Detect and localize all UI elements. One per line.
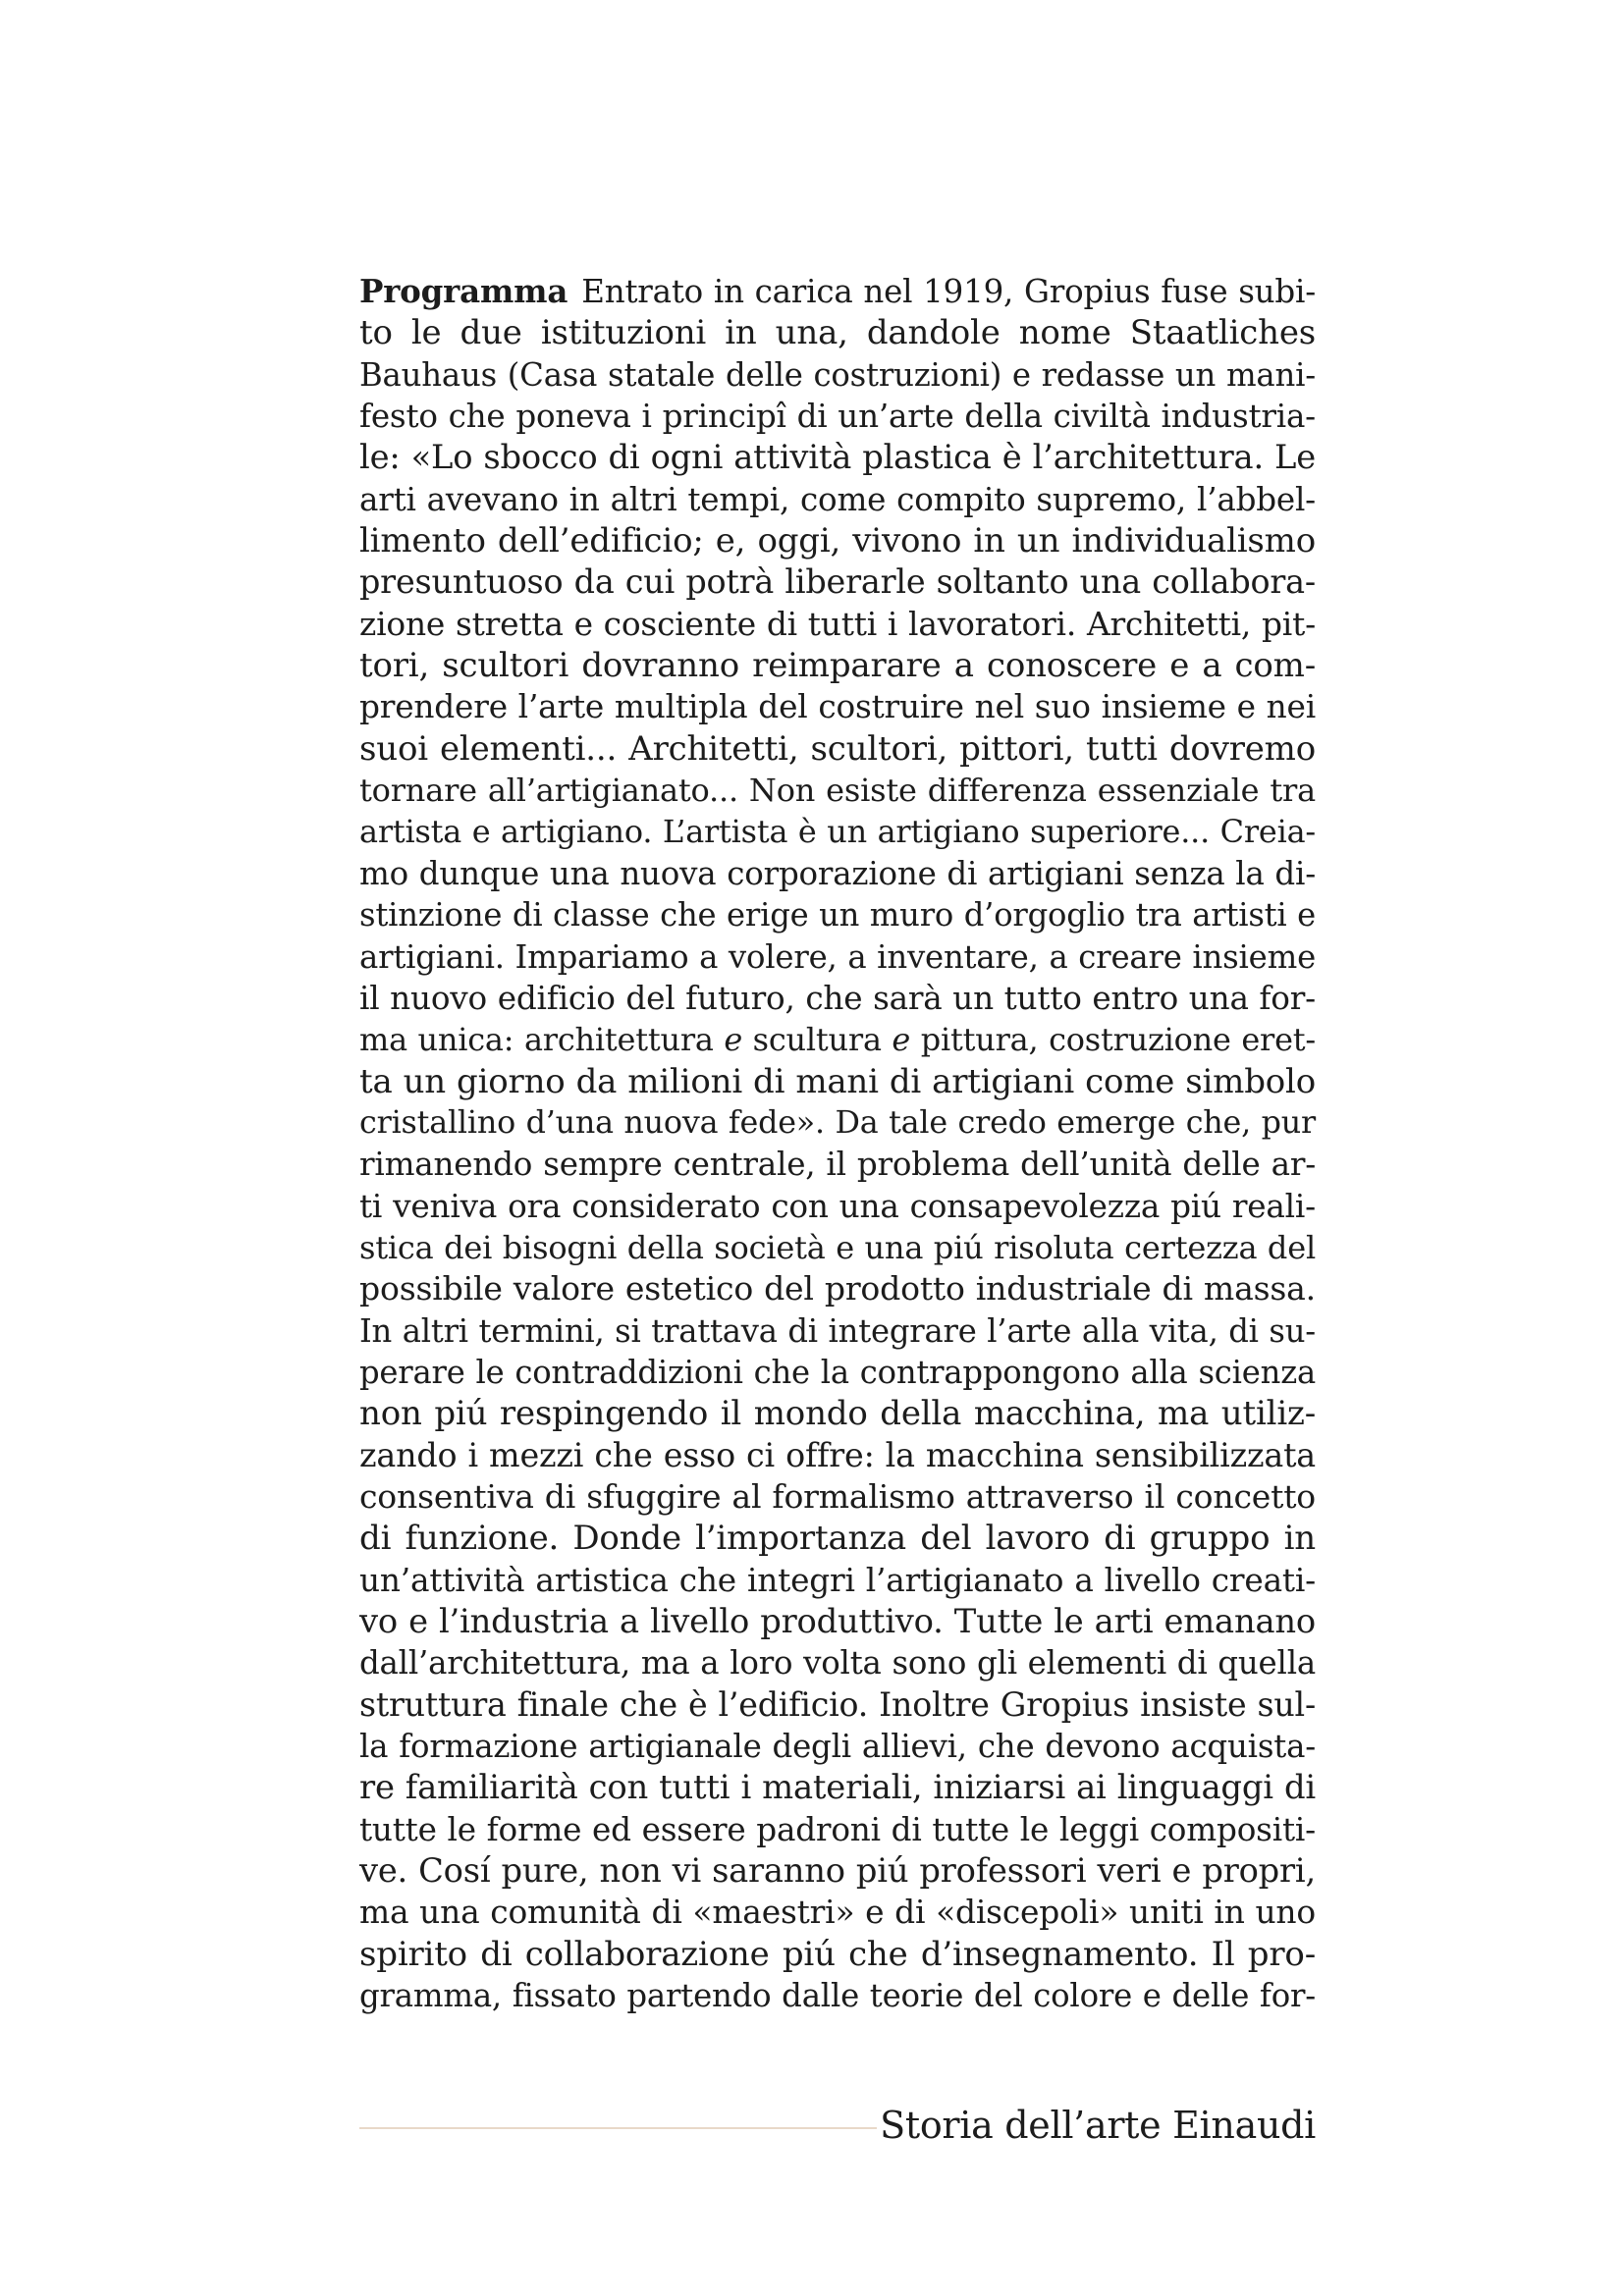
text-line: ma una comunità di «maestri» e di «discepoli» uniti in uno [359,1893,1316,1932]
text-line: festo che poneva i principî di un’arte della civiltà industria- [359,398,1316,436]
text-line: limento dell’edificio; e, oggi, vivono in un individualismo [359,521,1316,561]
text-line: dall’architettura, ma a loro volta sono gli elementi di quella [359,1644,1316,1682]
text-line: In altri termini, si trattava di integrare l’arte alla vita, di su- [359,1311,1316,1350]
text-line: gramma, fissato partendo dalle teorie del colore e delle for- [359,1977,1316,2015]
text-line: stica dei bisogni della società e una piú risoluta certezza del [359,1228,1316,1266]
text-line: un’attività artistica che integri l’artigianato a livello creati- [359,1561,1316,1599]
section-heading: Programma [359,272,568,310]
text-line: perare le contraddizioni che la contrappongono alla scienza [359,1353,1316,1391]
text-line: prendere l’arte multipla del costruire nel suo insieme e nei [359,688,1316,726]
text-line: tutte le forme ed essere padroni di tutte le leggi compositi- [359,1810,1316,1848]
body-text [359,271,1316,2016]
text-line: artista e artigiano. L’artista è un artigiano superiore... Creia- [359,813,1316,851]
text-line [359,271,1316,312]
text-line: vo e l’industria a livello produttivo. Tutte le arti emanano [359,1602,1316,1640]
text-line: to le due istituzioni in una, dandole nome Staatliches [359,313,1316,353]
text-line: rimanendo sempre centrale, il problema dell’unità delle ar- [359,1146,1316,1184]
text-line: la formazione artigianale degli allievi, che devono acquista- [359,1728,1316,1766]
text-line: suoi elementi... Architetti, scultori, pittori, tutti dovremo [359,728,1316,769]
text-line: di funzione. Donde l’importanza del lavoro di gruppo in [359,1519,1316,1559]
paragraph-lines [359,312,1316,2016]
text-line: ta un giorno da milioni di mani di artigiani come simbolo [359,1061,1316,1101]
text-line: spirito di collaborazione piú che d’insegnamento. Il pro- [359,1934,1316,1974]
text-line: cristallino d’una nuova fede». Da tale credo emerge che, pur [359,1104,1316,1141]
text-line: consentiva di sfuggire al formalismo attraverso il concetto [359,1476,1316,1516]
text-line: ve. Cosí pure, non vi saranno piú professori veri e propri, [359,1851,1316,1891]
text-line: Bauhaus (Casa statale delle costruzioni) e redasse un mani- [359,355,1316,394]
text-line: presuntuoso da cui potrà liberarle soltanto una collabora- [359,562,1316,602]
footer-rule [359,2127,877,2129]
text-line: non piú respingendo il mondo della macchina, ma utiliz- [359,1394,1316,1434]
text-line: stinzione di classe che erige un muro d’orgoglio tra artisti e [359,896,1316,934]
text-line: tornare all’artigianato... Non esiste differenza essenziale tra [359,772,1316,810]
text-line: mo dunque una nuova corporazione di artigiani senza la di- [359,854,1316,892]
text-line: ti veniva ora considerato con una consapevolezza piú reali- [359,1187,1316,1225]
text-line: le: «Lo sbocco di ogni attività plastica è l’architettura. Le [359,438,1316,477]
text-line: artigiani. Impariamo a volere, a inventare, a creare insieme [359,937,1316,976]
text-line-content: Entrato in carica nel 1919, Gropius fuse subi- [581,273,1316,310]
footer-title: Storia dell’arte Einaudi [880,2104,1316,2147]
text-line: zione stretta e cosciente di tutti i lavoratori. Architetti, pit- [359,605,1316,643]
text-line: re familiarità con tutti i materiali, iniziarsi ai linguaggi di [359,1768,1316,1807]
text-line: arti avevano in altri tempi, come compito supremo, l’abbel- [359,480,1316,518]
text-line: ma unica: architettura e scultura e pittura, costruzione eret- [359,1021,1316,1059]
text-line: il nuovo edificio del futuro, che sarà un tutto entro una for- [359,979,1316,1017]
text-line: tori, scultori dovranno reimparare a conoscere e a com- [359,646,1316,686]
text-line: zando i mezzi che esso ci offre: la macchina sensibilizzata [359,1435,1316,1474]
text-line: possibile valore estetico del prodotto industriale di massa. [359,1269,1316,1308]
text-line: struttura finale che è l’edificio. Inoltre Gropius insiste sul- [359,1684,1316,1724]
